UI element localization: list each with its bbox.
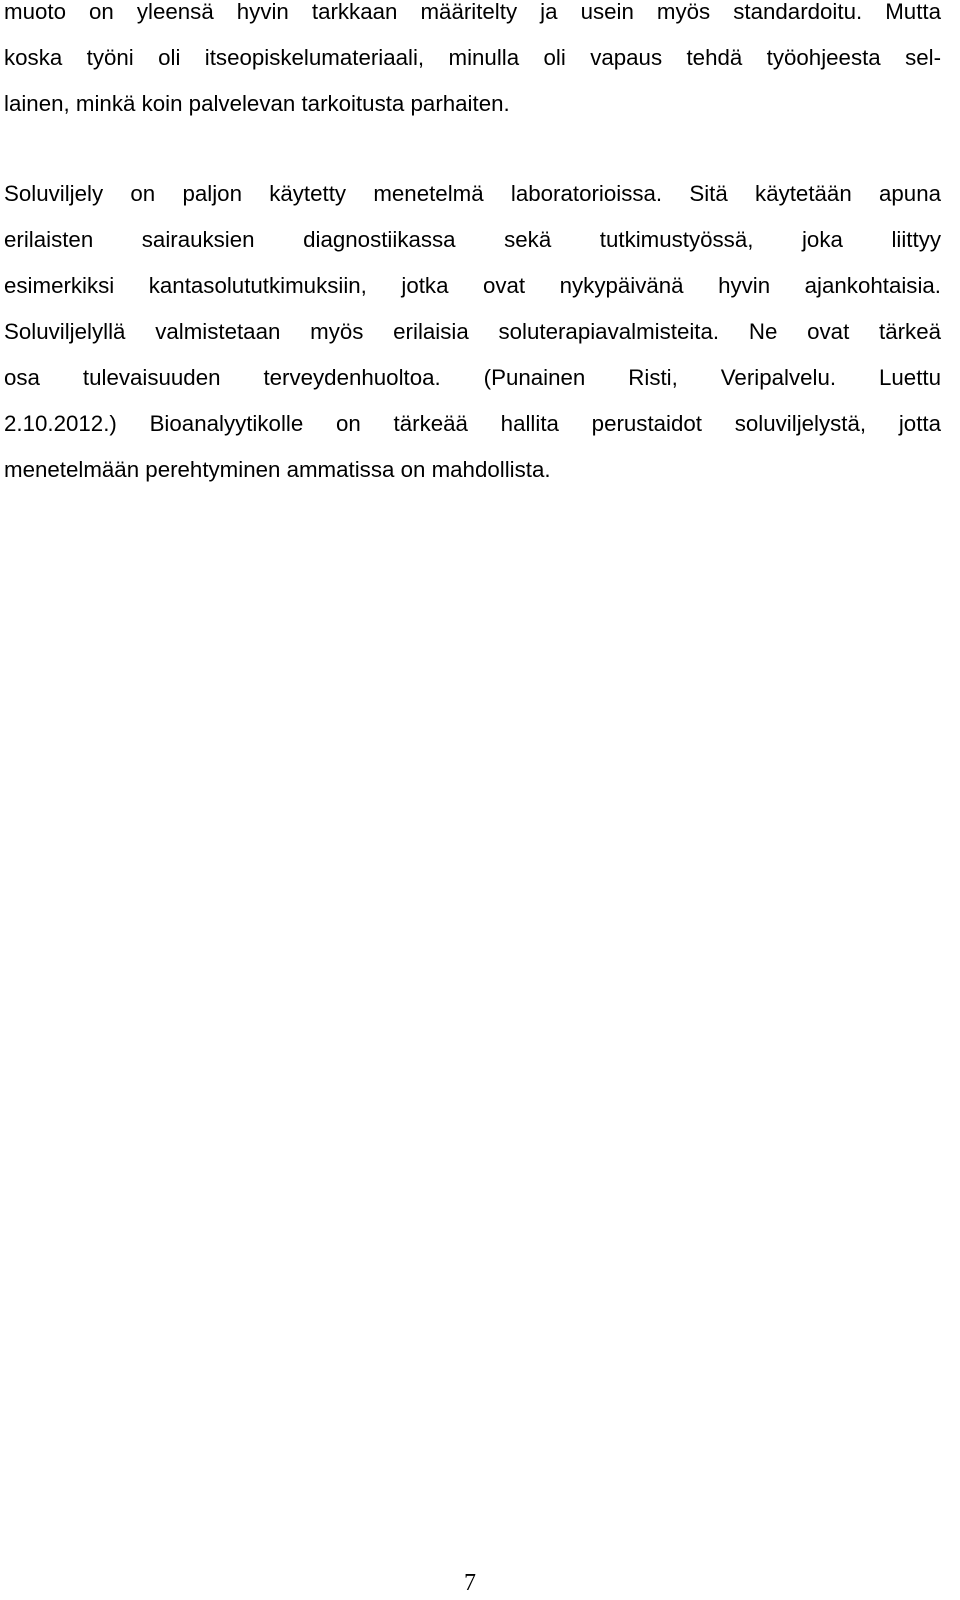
text-line: Soluviljely on paljon käytetty menetelmä laboratorioissa. Sitä käytetään apuna [4,181,941,206]
text-line: erilaisten sairauksien diagnostiikassa sekä tutkimustyössä, joka liittyy [4,227,941,252]
text-line: Soluviljelyllä valmistetaan myös erilaisia soluterapiavalmisteita. Ne ovat tärkeä [4,319,941,344]
text-line: lainen, minkä koin palvelevan tarkoitusta parhaiten. [4,91,510,116]
text-line: menetelmään perehtyminen ammatissa on mahdollista. [4,457,551,482]
text-line: muoto on yleensä hyvin tarkkaan määritelty ja usein myös standardoitu. Mutta [4,0,941,24]
text-line: esimerkiksi kantasolututkimuksiin, jotka ovat nykypäivänä hyvin ajankohtaisia. [4,273,941,298]
text-line: osa tulevaisuuden terveydenhuoltoa. (Punainen Risti, Veripalvelu. Luettu [4,365,941,390]
page-number: 7 [464,1570,476,1596]
text-line: 2.10.2012.) Bioanalyytikolle on tärkeää hallita perustaidot soluviljelystä, jotta [4,411,941,436]
text-line: koska työni oli itseopiskelumateriaali, minulla oli vapaus tehdä työohjeesta sel- [4,45,941,70]
